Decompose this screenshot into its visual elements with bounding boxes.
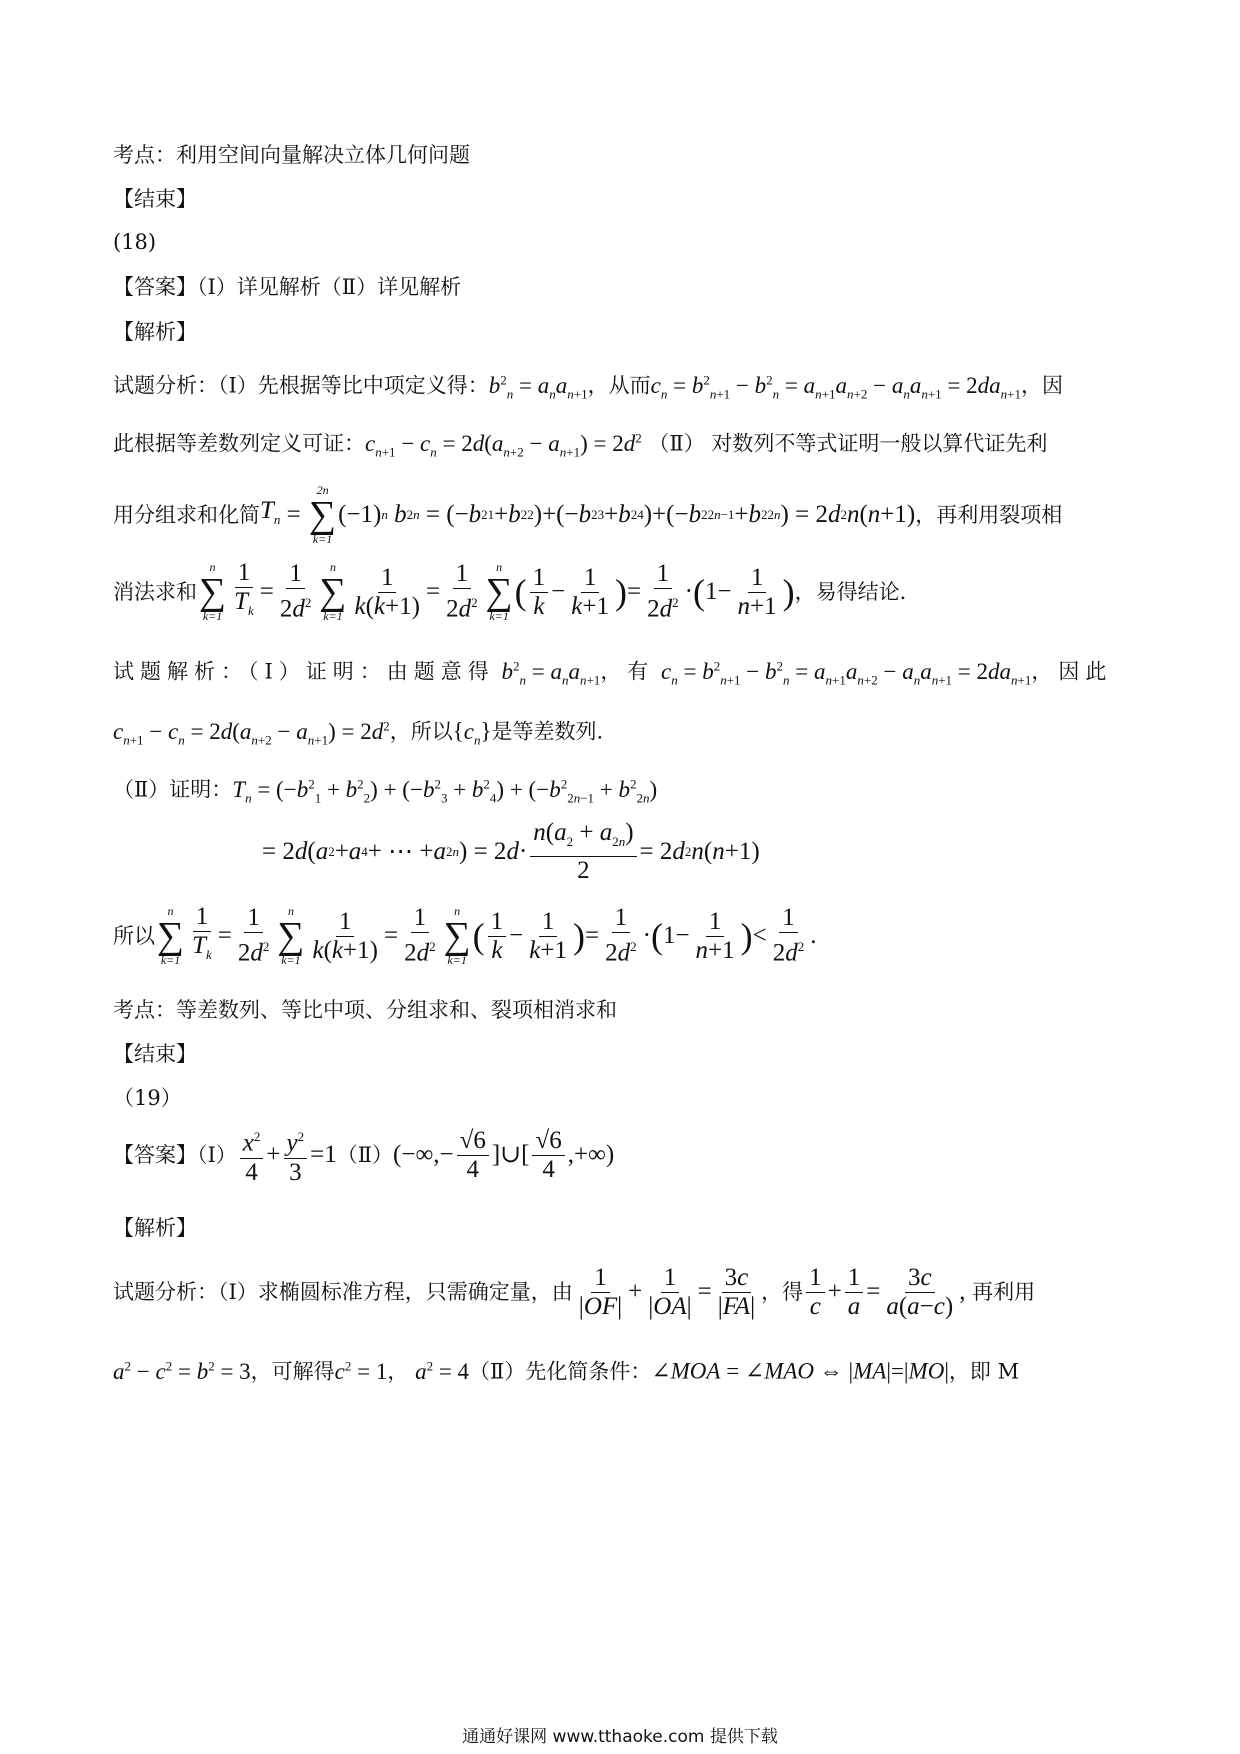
answer-18: 【答案】（Ⅰ）详见解析（Ⅱ）详见解析 [113, 275, 462, 299]
analysis-18-line1: 试题分析：（Ⅰ）先根据等比中项定义得：$b^2_n = a_na_{n+1}$，从而$c_n = b^2_{n+1} - b^2_n = a_{n+1}a_{n+2} - a_na_{n+1} = 2da_{n+1}$，因 [113, 372, 1063, 402]
answer-19: 【答案】（Ⅰ） $\frac{x^2}{4}$ + $\frac{y^2}{3}$ =1 （Ⅱ） (−∞,− $\frac{√6}{4}$ ]∪[ $\frac{√6}{4}$ ,+∞) [113, 1126, 614, 1184]
end-marker-18: 【结束】 [113, 1042, 197, 1066]
analysis-19-line1: 试题分析：（Ⅰ）求椭圆标准方程，只需确定量，由 $\frac{1}{|OF|}$ + $\frac{1}{|OA|}$ = $\frac{3c}{|FA|}$ ，得 $\frac{1}{c}$ + $\frac{1}{a}$ = $\frac{3c}{a(a-c)}$ , 再利用 [113, 1263, 1036, 1320]
analysis-19-line2: $a^2 - c^2 = b^2 = 3$，可解得$c^2 = 1$， $a^2$ = 4（Ⅱ）先化简条件：∠MOA = ∠MAO ⇔ |MA|=|MO|，即 M [113, 1358, 1020, 1384]
analysis-18-line4: 消法求和 n ∑ k=1 $\frac{1}{T_k}$ = $\frac{1}{2d^2}$ n ∑ k=1 $\frac{1}{k(k+1)}$ = $\frac{1}{2d^2}$ n ∑ k=1 ( $\frac{1}{k}$ − $\frac{1}{k+1}$ ) = $\frac{1}{2d^2}$ · ( 1− $\frac{1}{n+1}$ ) ，易得结论. [113, 559, 907, 623]
proof-18-part2-cont: = 2 d ( a 2 + a 4 + ⋯ + a 2n ) = 2 d · $\frac{n(a_2 + a_{2n})}{2}$ = 2 d 2 n ( n +1) [262, 819, 760, 884]
kaodian-17: 考点：利用空间向量解决立体几何问题 [113, 143, 470, 167]
jiexi-heading-19: 【解析】 [113, 1216, 197, 1240]
question-number-18: (18) [113, 230, 157, 254]
jiexi-heading-18: 【解析】 [113, 320, 197, 344]
question-number-19: （19） [113, 1086, 182, 1110]
end-marker-17: 【结束】 [113, 187, 197, 211]
analysis-18-line3: 用分组求和化简 $T_n$ = 2n ∑ k=1 (−1) n b 2 n = (− b 2 1 + b 2 2 )+(− b 2 3 + b 2 4 )+(− b 2 2n−1 + b 2 2n ) = 2 d 2 n ( n +1) ，再利用裂项相 [113, 483, 1063, 546]
page-footer: 通通好课网 www.tthaoke.com 提供下载 [462, 1727, 778, 1747]
conclusion-18: 所以 n ∑ k=1 $\frac{1}{T_k}$ = $\frac{1}{2d^2}$ n ∑ k=1 $\frac{1}{k(k+1)}$ = $\frac{1}{2d^2}$ n ∑ k=1 ( $\frac{1}{k}$ − $\frac{1}{k+1}$ ) = $\frac{1}{2d^2}$ · ( 1− $\frac{1}{n+1}$ ) < $\frac{1}{2d^2}$ . [113, 903, 817, 967]
kaodian-18: 考点：等差数列、等比中项、分组求和、裂项相消求和 [113, 998, 617, 1022]
solution-18-line1: 试题解析：（Ⅰ）证明：由题意得 $b^2_n = a_na_{n+1}$，有 $c_n = b^2_{n+1} - b^2_n = a_{n+1}a_{n+2} - a_na_{n+1} = 2da_{n+1}$，因此 [113, 658, 1113, 688]
proof-18-part2: （Ⅱ）证明：$T_n = (-b^2_1 + b^2_2) + (-b^2_3 + b^2_4) + (-b^2_{2n-1} + b^2_{2n})$ [113, 776, 658, 806]
analysis-18-line2: 此根据等差数列定义可证：$c_{n+1} - c_n = 2d(a_{n+2} - a_{n+1}) = 2d^2$ （Ⅱ） 对数列不等式证明一般以算代证先利 [113, 430, 1048, 460]
solution-18-line2: $c_{n+1} - c_n = 2d(a_{n+2} - a_{n+1}) = 2d^2$，所以$\{c_n\}$是等差数列. [113, 718, 604, 748]
